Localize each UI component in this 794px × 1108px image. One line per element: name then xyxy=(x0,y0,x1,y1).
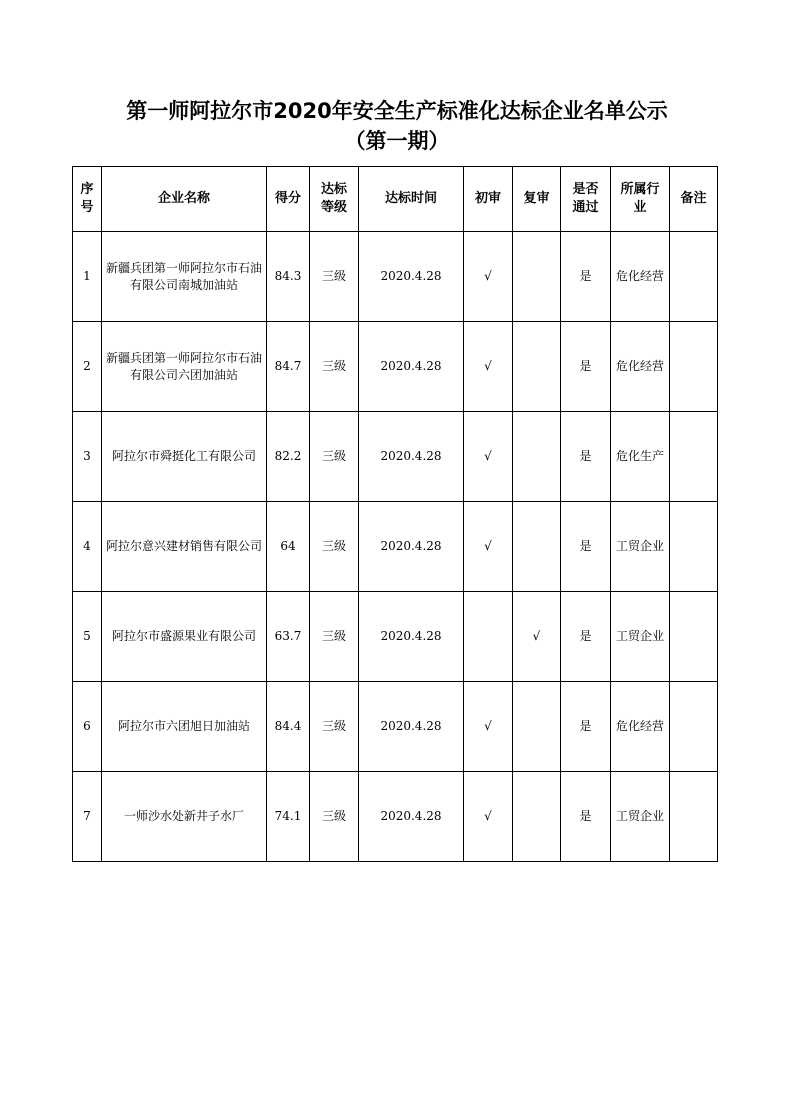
cell-passed: 是 xyxy=(561,682,611,772)
cell-date: 2020.4.28 xyxy=(359,322,464,412)
cell-grade: 三级 xyxy=(310,502,359,592)
cell-grade: 三级 xyxy=(310,592,359,682)
cell-date: 2020.4.28 xyxy=(359,232,464,322)
table-row xyxy=(73,772,718,862)
page-subtitle: （第一期） xyxy=(344,129,450,153)
cell-seq: 4 xyxy=(73,502,102,592)
cell-re-review xyxy=(513,232,561,322)
cell-score: 74.1 xyxy=(267,772,310,862)
header-industry: 所属行 业 xyxy=(611,167,670,232)
table-row xyxy=(73,322,718,412)
cell-seq: 3 xyxy=(73,412,102,502)
cell-seq: 2 xyxy=(73,322,102,412)
cell-note xyxy=(670,592,718,682)
table-row xyxy=(73,412,718,502)
cell-score: 84.4 xyxy=(267,682,310,772)
header-passed: 是否 通过 xyxy=(561,167,611,232)
cell-re-review: √ xyxy=(513,592,561,682)
cell-first-review: √ xyxy=(464,682,513,772)
cell-score: 82.2 xyxy=(267,412,310,502)
cell-seq: 6 xyxy=(73,682,102,772)
cell-seq: 5 xyxy=(73,592,102,682)
header-first-review: 初审 xyxy=(464,167,513,232)
cell-industry: 工贸企业 xyxy=(611,772,670,862)
cell-name: 一师沙水处新井子水厂 xyxy=(102,772,267,862)
table-row xyxy=(73,592,718,682)
cell-grade: 三级 xyxy=(310,412,359,502)
cell-seq: 1 xyxy=(73,232,102,322)
header-note: 备注 xyxy=(670,167,718,232)
cell-re-review xyxy=(513,502,561,592)
cell-first-review: √ xyxy=(464,232,513,322)
table-row xyxy=(73,502,718,592)
enterprise-table xyxy=(72,166,718,862)
cell-first-review: √ xyxy=(464,322,513,412)
cell-note xyxy=(670,682,718,772)
cell-re-review xyxy=(513,682,561,772)
cell-passed: 是 xyxy=(561,232,611,322)
cell-score: 64 xyxy=(267,502,310,592)
cell-passed: 是 xyxy=(561,502,611,592)
cell-industry: 危化经营 xyxy=(611,322,670,412)
cell-first-review: √ xyxy=(464,772,513,862)
cell-date: 2020.4.28 xyxy=(359,682,464,772)
cell-name: 阿拉尔市舜挺化工有限公司 xyxy=(102,412,267,502)
cell-note xyxy=(670,322,718,412)
cell-grade: 三级 xyxy=(310,772,359,862)
cell-industry: 危化生产 xyxy=(611,412,670,502)
cell-name: 阿拉尔市六团旭日加油站 xyxy=(102,682,267,772)
cell-name: 阿拉尔市盛源果业有限公司 xyxy=(102,592,267,682)
cell-date: 2020.4.28 xyxy=(359,502,464,592)
cell-name: 阿拉尔意兴建材销售有限公司 xyxy=(102,502,267,592)
cell-passed: 是 xyxy=(561,772,611,862)
cell-industry: 危化经营 xyxy=(611,682,670,772)
header-row xyxy=(73,167,718,232)
cell-passed: 是 xyxy=(561,592,611,682)
cell-note xyxy=(670,502,718,592)
cell-date: 2020.4.28 xyxy=(359,412,464,502)
cell-industry: 工贸企业 xyxy=(611,592,670,682)
cell-industry: 危化经营 xyxy=(611,232,670,322)
cell-score: 63.7 xyxy=(267,592,310,682)
cell-first-review: √ xyxy=(464,502,513,592)
header-date: 达标时间 xyxy=(359,167,464,232)
header-score: 得分 xyxy=(267,167,310,232)
cell-re-review xyxy=(513,322,561,412)
cell-grade: 三级 xyxy=(310,232,359,322)
table-row xyxy=(73,232,718,322)
cell-re-review xyxy=(513,772,561,862)
table-row xyxy=(73,682,718,772)
cell-industry: 工贸企业 xyxy=(611,502,670,592)
header-seq: 序 号 xyxy=(73,167,102,232)
cell-name: 新疆兵团第一师阿拉尔市石油有限公司六团加油站 xyxy=(102,322,267,412)
header-name: 企业名称 xyxy=(102,167,267,232)
cell-re-review xyxy=(513,412,561,502)
cell-name: 新疆兵团第一师阿拉尔市石油有限公司南城加油站 xyxy=(102,232,267,322)
page-title: 第一师阿拉尔市2020年安全生产标准化达标企业名单公示 xyxy=(126,99,668,123)
cell-grade: 三级 xyxy=(310,682,359,772)
cell-grade: 三级 xyxy=(310,322,359,412)
cell-score: 84.3 xyxy=(267,232,310,322)
cell-date: 2020.4.28 xyxy=(359,772,464,862)
cell-passed: 是 xyxy=(561,412,611,502)
header-grade: 达标 等级 xyxy=(310,167,359,232)
cell-note xyxy=(670,772,718,862)
cell-first-review xyxy=(464,592,513,682)
cell-note xyxy=(670,412,718,502)
cell-passed: 是 xyxy=(561,322,611,412)
cell-note xyxy=(670,232,718,322)
cell-seq: 7 xyxy=(73,772,102,862)
header-re-review: 复审 xyxy=(513,167,561,232)
cell-score: 84.7 xyxy=(267,322,310,412)
cell-first-review: √ xyxy=(464,412,513,502)
cell-date: 2020.4.28 xyxy=(359,592,464,682)
